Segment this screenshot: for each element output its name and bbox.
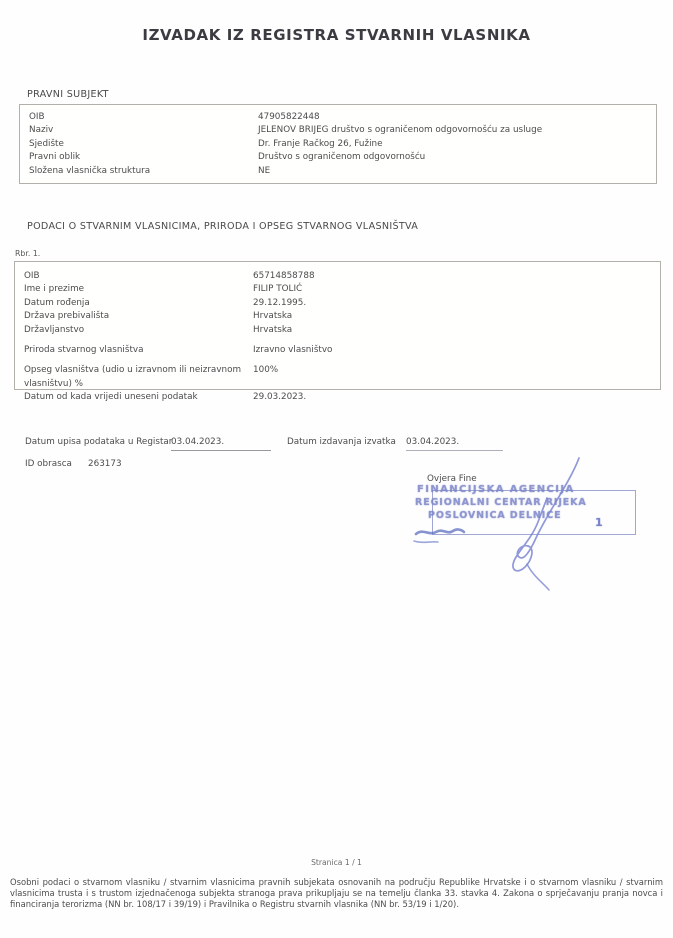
row-label: Država prebivališta bbox=[24, 311, 110, 322]
row-value: 65714858788 bbox=[253, 271, 315, 281]
stamp-line: POSLOVNICA DELNICE bbox=[428, 510, 562, 521]
row-label: OIB bbox=[29, 112, 45, 122]
table-row bbox=[15, 364, 660, 391]
issue-date-value: 03.04.2023. bbox=[406, 437, 503, 451]
row-label: Priroda stvarnog vlasništva bbox=[24, 345, 144, 356]
row-label: Opseg vlasništva (udio u izravnom ili neizravnom vlasništvu) % bbox=[24, 365, 242, 389]
row-value: 100% bbox=[253, 365, 279, 376]
certification-label: Ovjera Fine bbox=[427, 474, 477, 484]
table-row bbox=[15, 344, 660, 357]
stamp-number: 1 bbox=[595, 516, 603, 529]
page-title: IZVADAK IZ REGISTRA STVARNIH VLASNIKA bbox=[142, 26, 531, 44]
row-label: Datum rođenja bbox=[24, 297, 90, 308]
page-number: Stranica 1 / 1 bbox=[311, 858, 362, 867]
table-row bbox=[20, 138, 656, 151]
form-id-value: 263173 bbox=[88, 459, 122, 469]
legal-entity-table bbox=[19, 104, 657, 184]
table-row bbox=[20, 151, 656, 164]
row-value: 47905822448 bbox=[258, 112, 320, 122]
row-value: Hrvatska bbox=[253, 311, 293, 322]
record-number-label: Rbr. 1. bbox=[15, 249, 41, 258]
table-row bbox=[20, 124, 656, 137]
table-row bbox=[20, 111, 656, 124]
row-value: 29.03.2023. bbox=[253, 392, 307, 403]
row-spacer bbox=[15, 337, 660, 344]
entry-date-value: 03.04.2023. bbox=[171, 437, 271, 451]
form-id-label: ID obrasca bbox=[25, 459, 72, 469]
entry-date-label: Datum upisa podataka u Registar bbox=[25, 437, 173, 447]
row-value: Dr. Franje Račkog 26, Fužine bbox=[258, 138, 383, 149]
row-value: FILIP TOLIĆ bbox=[253, 284, 303, 295]
row-label: Složena vlasnička struktura bbox=[29, 165, 151, 176]
row-value: Društvo s ograničenom odgovornošću bbox=[258, 152, 426, 163]
row-label: Pravni oblik bbox=[29, 152, 81, 163]
row-label: Ime i prezime bbox=[24, 284, 85, 295]
table-row bbox=[15, 297, 660, 310]
table-row bbox=[15, 310, 660, 323]
stamp-line: FINANCIJSKA AGENCIJA bbox=[417, 484, 575, 495]
table-row bbox=[15, 324, 660, 337]
table-row bbox=[15, 270, 660, 283]
stamp-line: REGIONALNI CENTAR RIJEKA bbox=[415, 497, 587, 508]
owner-table bbox=[14, 261, 661, 403]
issue-date-label: Datum izdavanja izvatka bbox=[287, 437, 396, 447]
signature-icon bbox=[400, 420, 660, 600]
row-label: Državljanstvo bbox=[24, 324, 85, 335]
table-row bbox=[15, 283, 660, 296]
section-heading-owners: PODACI O STVARNIM VLASNICIMA, PRIRODA I OPSEG STVARNOG VLASNIŠTVA bbox=[27, 221, 419, 232]
row-label: Datum od kada vrijedi uneseni podatak bbox=[24, 392, 198, 403]
row-label: Sjedište bbox=[29, 138, 64, 149]
row-spacer bbox=[15, 357, 660, 364]
table-row bbox=[15, 391, 660, 404]
section-heading-legal-entity: PRAVNI SUBJEKT bbox=[27, 89, 109, 100]
row-value: Hrvatska bbox=[253, 324, 293, 335]
table-row bbox=[20, 165, 656, 178]
row-value: Izravno vlasništvo bbox=[253, 345, 333, 356]
legal-footnote: Osobni podaci o stvarnom vlasniku / stvarnim vlasnicima pravnih subjekata osnovanih na području Republike Hrvatske i o stvarnom vlasniku / stvarnim vlasnicima trusta i s trustom izjednačenoga subjekta stranoga prava prikupljaju se na temelju članka 33. stavka 4. Zakona o sprječavanju pranja novca i financiranja terorizma (NN br. 108/17 i 39/19) i Pravilnika o Registru stvarnih vlasnika (NN br. 53/19 i 1/20). bbox=[10, 877, 663, 910]
row-value: JELENOV BRIJEG društvo s ograničenom odgovornošću za usluge bbox=[258, 125, 543, 136]
row-value: 29.12.1995. bbox=[253, 297, 307, 308]
row-value: NE bbox=[258, 165, 271, 176]
row-label: OIB bbox=[24, 271, 40, 281]
row-label: Naziv bbox=[29, 125, 54, 136]
